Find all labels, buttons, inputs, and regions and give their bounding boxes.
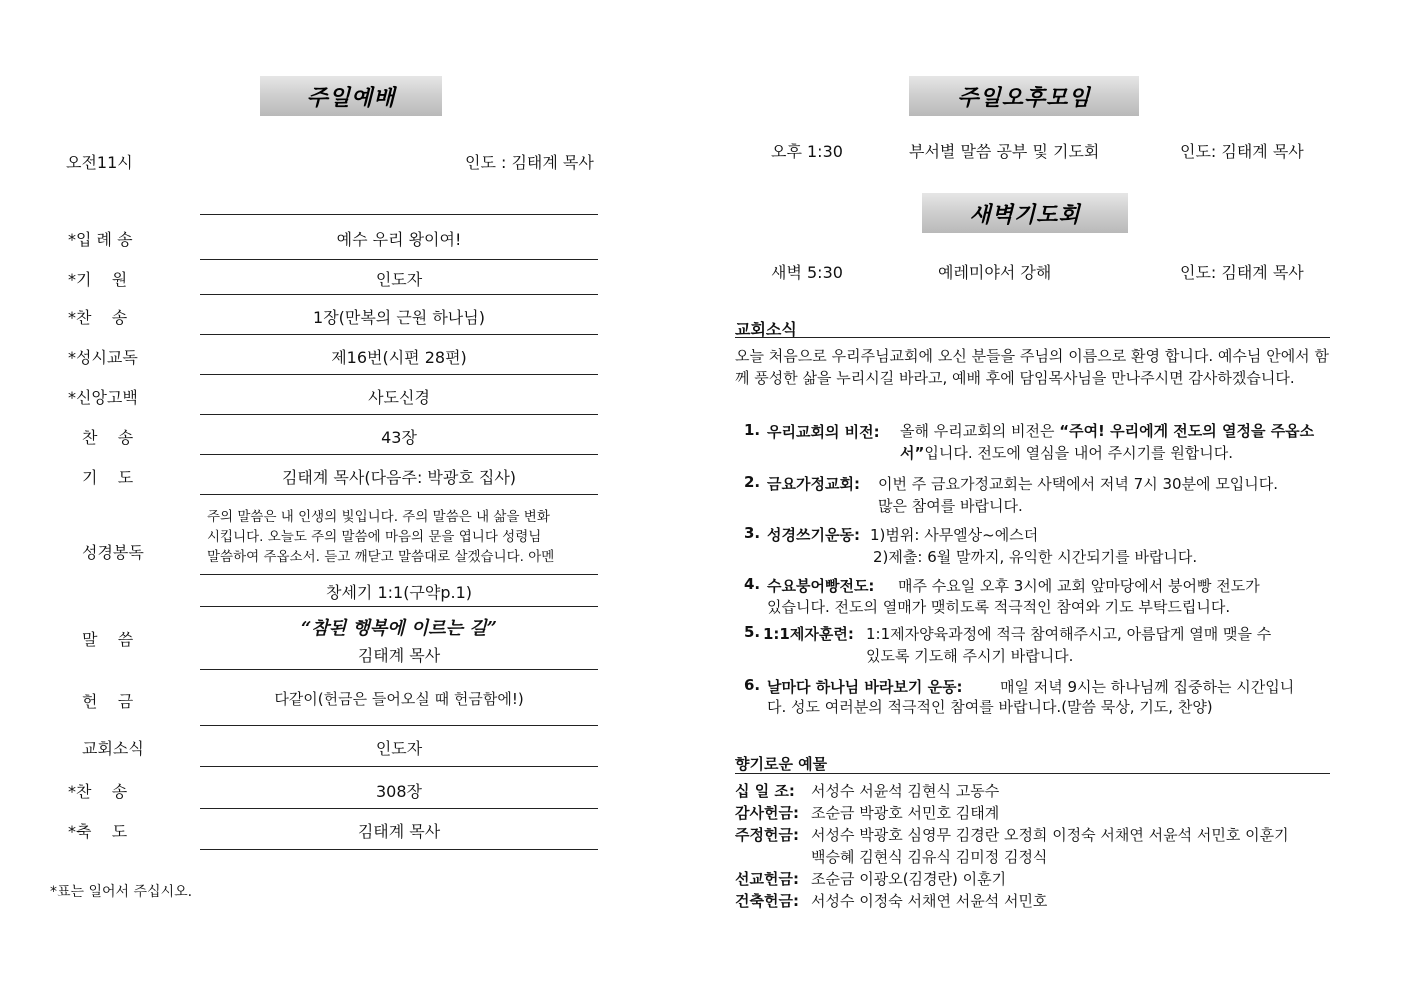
church-vision: “주여! 우리에게 전도의 열정을 주옵소서” [900,422,1315,462]
offering-label: 주정헌금: [735,826,799,844]
order-label: *신앙고백 [68,388,138,407]
offering-heading: 향기로운 예물 [735,755,828,773]
news-item-title: 성경쓰기운동: [767,526,860,544]
table-rule [200,849,598,850]
table-rule [200,374,598,375]
offering-names: 백승혜 김현식 김유식 김미정 김정식 [811,848,1048,866]
order-label: *축 도 [68,822,128,841]
order-label: *성시교독 [68,348,138,367]
news-item-line: 1)범위: 사무엘상~에스더 [870,526,1039,544]
order-value: 사도신경 [368,388,430,407]
news-item-line: 다. 성도 여러분의 적극적인 참여를 바랍니다.(말씀 묵상, 기도, 찬양) [767,698,1213,716]
dawn-time: 새벽 5:30 [771,263,843,282]
news-item-line: 있습니다. 전도의 열매가 맺히도록 적극적인 참여와 기도 부탁드립니다. [767,598,1231,616]
news-item-line: 2)제출: 6월 말까지, 유익한 시간되기를 바랍니다. [873,548,1198,566]
reading-prayer-line: 시킵니다. 오늘도 주의 말씀에 마음의 문을 엽니다 성령님 [207,529,542,545]
news-item-line: 1:1제자양육과정에 적극 참여해주시고, 아름답게 열매 맺을 수 [866,625,1272,643]
afternoon-leader: 인도: 김태계 목사 [1180,142,1304,161]
reading-label: 성경봉독 [82,543,144,562]
table-rule [200,334,598,335]
order-value: 인도자 [375,270,423,289]
news-item-number: 1. [744,421,761,439]
order-value: 1장(만복의 근원 하나님) [313,308,485,327]
table-rule [200,214,598,215]
news-item-number: 2. [744,473,761,491]
news-heading-rule [735,337,1330,338]
sermon-preacher: 김태계 목사 [357,646,441,665]
reading-prayer-line: 말씀하여 주옵소서. 듣고 깨닫고 말씀대로 살겠습니다. 아멘 [207,549,555,565]
order-value: 308장 [376,782,422,801]
table-rule [200,259,598,260]
order-value: 다같이(헌금은 들어오실 때 헌금함에!) [274,690,524,708]
offering-names: 서성수 이정숙 서채연 서윤석 서민호 [811,892,1048,910]
dawn-leader: 인도: 김태계 목사 [1180,263,1304,282]
worship-time: 오전11시 [66,153,133,172]
reading-prayer-line: 주의 말씀은 내 인생의 빛입니다. 주의 말씀은 내 삶을 변화 [207,509,550,525]
news-item-text [900,420,1330,464]
afternoon-time: 오후 1:30 [771,142,843,161]
offering-label: 감사헌금: [735,804,799,822]
table-rule [200,725,598,726]
news-item-title: 우리교회의 비전: [767,423,880,441]
news-heading: 교회소식 [735,320,797,339]
news-item-line: 이번 주 금요가정교회는 사택에서 저녁 7시 30분에 모입니다. [878,475,1279,493]
table-rule [200,454,598,455]
order-label: 헌 금 [82,692,134,711]
offering-heading-rule [735,773,1330,774]
standing-footnote: *표는 일어서 주십시오. [50,884,193,900]
table-rule [200,294,598,295]
offering-names: 서성수 박광호 심영무 김경란 오정희 이정숙 서채연 서윤석 서민호 이훈기 [811,826,1289,844]
table-rule [200,669,598,670]
news-item-line: 매주 수요일 오후 3시에 교회 앞마당에서 붕어빵 전도가 [898,577,1260,595]
news-item-line: 있도록 기도해 주시기 바랍니다. [866,647,1074,665]
offering-names: 조순금 이광오(김경란) 이훈기 [811,870,1007,888]
order-value: 예수 우리 왕이여! [336,230,462,249]
news-item-line: 매일 저녁 9시는 하나님께 집중하는 시간입니 [1000,678,1295,696]
order-value: 인도자 [375,739,423,758]
news-item-number: 4. [744,575,761,593]
order-value: 43장 [381,428,417,447]
afternoon-desc: 부서별 말씀 공부 및 기도회 [909,142,1100,161]
sermon-label: 말 씀 [82,630,134,649]
afternoon-title: 주일오후모임 [957,84,1091,111]
order-value: 김태계 목사(다음주: 박광호 집사) [281,468,517,487]
offering-label: 선교헌금: [735,870,799,888]
order-label: 찬 송 [82,428,134,447]
table-rule [200,808,598,809]
news-item-text-part: 입니다. 전도에 열심을 내어 주시기를 원합니다. [924,444,1234,462]
order-label: 기 도 [82,468,134,487]
news-intro: 오늘 처음으로 우리주님교회에 오신 분들을 주님의 이름으로 환영 합니다. 예수님 안에서 함께 풍성한 삶을 누리시길 바라고, 예배 후에 담임목사님을 만나주시면 감사하겠습니다. [735,347,1329,387]
sermon-title: “참된 행복에 이르는 길” [301,618,497,639]
table-rule [200,414,598,415]
order-value: 제16번(시편 28편) [331,348,467,367]
order-label: *찬 송 [68,782,128,801]
reading-passage: 창세기 1:1(구약p.1) [325,583,473,602]
order-label: 교회소식 [82,739,144,758]
news-item-title: 날마다 하나님 바라보기 운동: [767,678,963,696]
offering-label: 십 일 조: [735,782,795,800]
news-item-title: 수요붕어빵전도: [767,577,875,595]
news-item-number: 5. [744,623,761,641]
offering-names: 조순금 박광호 서민호 김태계 [811,804,1000,822]
order-label: *입 례 송 [68,230,133,249]
order-label: *찬 송 [68,308,128,327]
dawn-title: 새벽기도회 [969,201,1081,228]
table-rule [200,494,598,495]
news-item-title: 1:1제자훈련: [763,625,854,643]
news-item-text-part: 올해 우리교회의 비전은 [900,422,1060,440]
news-item-number: 3. [744,524,761,542]
afternoon-title-banner [909,76,1139,116]
table-rule [200,606,598,607]
table-rule [200,574,598,575]
worship-leader: 인도 : 김태계 목사 [465,153,594,172]
news-item-title: 금요가정교회: [767,475,860,493]
worship-title-banner [260,76,442,116]
table-rule [200,766,598,767]
worship-title: 주일예배 [306,84,396,111]
order-value: 김태계 목사 [357,822,441,841]
order-label: *기 원 [68,270,128,289]
offering-label: 건축헌금: [735,892,799,910]
offering-names: 서성수 서윤석 김현식 고동수 [811,782,1000,800]
dawn-title-banner [922,193,1128,233]
news-item-number: 6. [744,676,761,694]
news-item-line: 많은 참여를 바랍니다. [878,497,1023,515]
dawn-desc: 예레미야서 강해 [938,263,1052,282]
